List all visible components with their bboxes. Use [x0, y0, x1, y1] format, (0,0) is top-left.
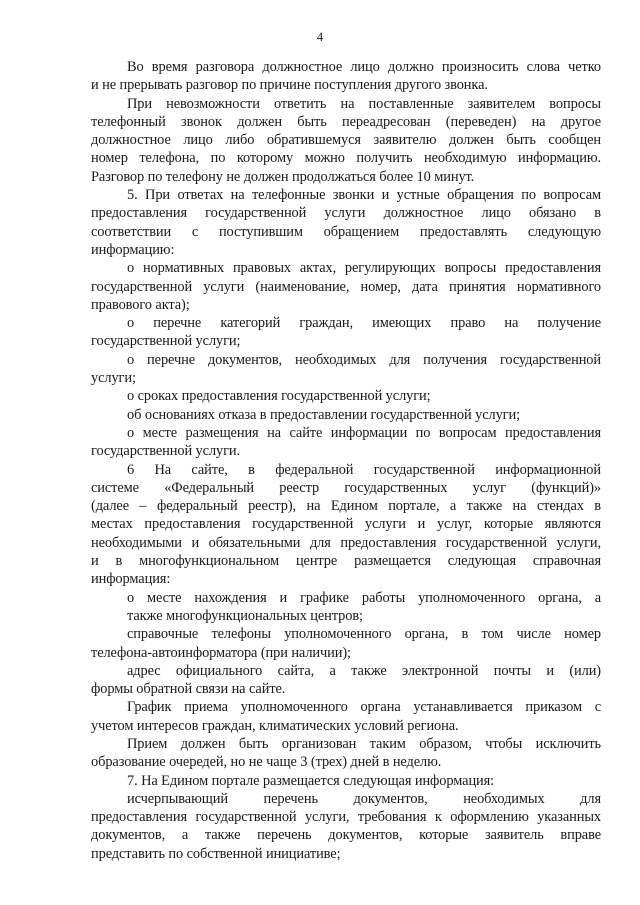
- text-line: номер телефона, по которому можно получить необходимую информацию.: [91, 150, 601, 167]
- text-line: местах предоставления государственной услуги и услуг, которые являются: [91, 516, 601, 533]
- text-line: Во время разговора должностное лицо должно произносить слова четко: [127, 59, 601, 75]
- text-line: учетом интересов граждан, климатических условий региона.: [91, 717, 459, 734]
- text-line: также многофункциональных центров;: [127, 607, 363, 624]
- document-body: [91, 58, 601, 863]
- text-line: телефона-автоинформатора (при наличии);: [91, 644, 351, 661]
- text-line: о нормативных правовых актах, регулирующих вопросы предоставления: [127, 260, 601, 277]
- text-line: необходимыми и обязательными для предоставления государственной услуги,: [91, 534, 601, 551]
- text-line: о перечне категорий граждан, имеющих право на получение: [127, 315, 601, 332]
- text-line: о перечне документов, необходимых для получения государственной: [127, 351, 601, 368]
- text-line: При невозможности ответить на поставленные заявителем вопросы: [127, 95, 601, 112]
- text-line: информация:: [91, 571, 171, 588]
- text-line: телефонный звонок должен быть переадресован (переведен) на другое: [91, 113, 601, 130]
- text-line: информацию:: [91, 241, 175, 258]
- text-line: о месте размещения на сайте информации по вопросам предоставления: [127, 424, 601, 441]
- text-line: 7. На Едином портале размещается следующая информация:: [127, 772, 495, 789]
- text-line: государственной услуги;: [91, 333, 241, 350]
- page-number: 4: [316, 30, 324, 44]
- text-line: документов, а также перечень документов, которые заявитель вправе: [91, 827, 601, 844]
- text-line: предоставления государственной услуги, требования к оформлению указанных: [91, 809, 601, 826]
- text-line: Прием должен быть организован таким образом, чтобы исключить: [127, 735, 601, 752]
- text-line: правового акта);: [91, 296, 190, 313]
- text-line: справочные телефоны уполномоченного органа, в том числе номер: [127, 626, 601, 643]
- text-line: должностное лицо либо обратившемуся заявителю должен быть сообщен: [91, 132, 601, 149]
- text-line: представить по собственной инициативе;: [91, 845, 341, 862]
- text-line: об основаниях отказа в предоставлении государственной услуги;: [127, 406, 520, 423]
- text-line: исчерпывающий перечень документов, необходимых для: [127, 790, 601, 807]
- text-line: услуги;: [91, 370, 136, 387]
- text-line: о месте нахождения и графике работы уполномоченного органа, а: [127, 589, 601, 606]
- text-line: адрес официального сайта, а также электронной почты и (или): [127, 662, 601, 679]
- text-line: (далее – федеральный реестр), на Едином портале, а также на стендах в: [91, 498, 601, 515]
- text-line: Разговор по телефону не должен продолжаться более 10 минут.: [91, 168, 475, 185]
- text-line: образование очередей, но не чаще 3 (трех) дней в неделю.: [91, 754, 442, 771]
- text-line: и не прерывать разговор по причине поступления другого звонка.: [91, 77, 488, 94]
- text-line: о сроках предоставления государственной услуги;: [127, 388, 431, 405]
- text-line: 6 На сайте, в федеральной государственной информационной: [127, 461, 601, 478]
- text-line: предоставления государственной услуги должностное лицо обязано в: [91, 205, 601, 222]
- text-line: формы обратной связи на сайте.: [91, 681, 286, 698]
- text-line: соответствии с поступившим обращением предоставлять следующую: [91, 223, 601, 240]
- text-line: 5. При ответах на телефонные звонки и устные обращения по вопросам: [127, 187, 601, 204]
- text-line: государственной услуги (наименование, номер, дата принятия нормативного: [91, 278, 601, 295]
- text-line: системе «Федеральный реестр государственных услуг (функций)»: [91, 479, 601, 496]
- text-line: График приема уполномоченного органа устанавливается приказом с: [127, 699, 601, 716]
- text-line: и в многофункциональном центре размещается следующая справочная: [91, 553, 601, 570]
- text-line: государственной услуги.: [91, 443, 241, 460]
